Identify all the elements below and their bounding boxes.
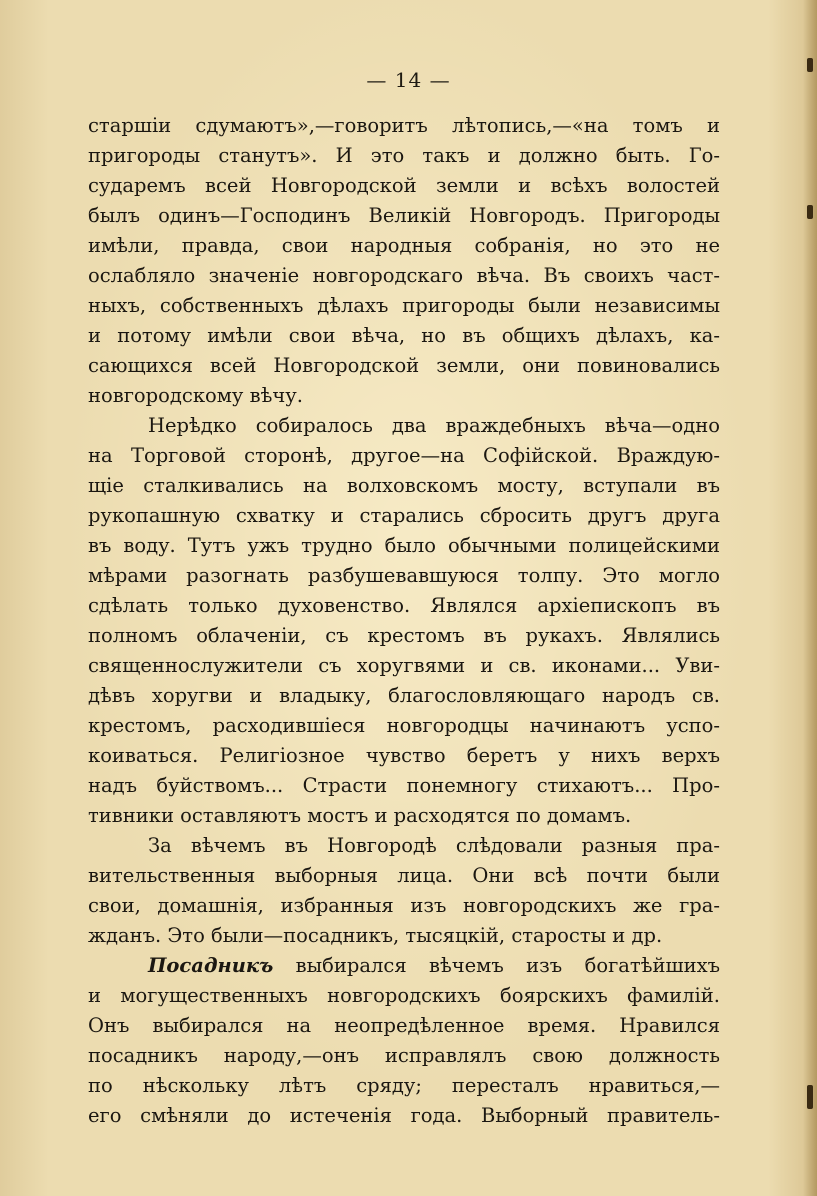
text-line: на Торговой сторонѣ, другое—на Софiйской. Враждую- <box>88 444 720 467</box>
edge-mark <box>807 1085 813 1109</box>
text-line: щiе сталкивались на волховскомъ мосту, вступали въ <box>88 474 720 497</box>
text-line-rest: выбирался вѣчемъ изъ богатѣйшихъ <box>273 954 720 977</box>
text-line: и потому имѣли свои вѣча, но въ общихъ дѣлахъ, ка- <box>88 324 720 347</box>
edge-mark <box>807 205 813 219</box>
text-line: мѣрами разогнать разбушевавшуюся толпу. Это могло <box>88 564 720 587</box>
body-text <box>88 111 720 1131</box>
text-line: надъ буйствомъ... Страсти понемногу стихаютъ... Про- <box>88 774 720 797</box>
text-line: сударемъ всей Новгородской земли и всѣхъ волостей <box>88 174 720 197</box>
paragraph <box>88 951 720 1131</box>
text-line: вительственныя выборныя лица. Они всѣ почти были <box>88 864 720 887</box>
text-line: свои, домашнiя, избранныя изъ новгородскихъ же гра- <box>88 894 720 917</box>
text-line: его смѣняли до истеченiя года. Выборный правитель- <box>88 1104 720 1127</box>
text-line: по нѣскольку лѣтъ сряду; пересталъ нравиться,— <box>88 1074 720 1097</box>
text-line: Нерѣдко собиралось два враждебныхъ вѣча—одно <box>148 414 720 437</box>
text-line: За вѣчемъ въ Новгородѣ слѣдовали разныя пра- <box>148 834 720 857</box>
text-line: ныхъ, собственныхъ дѣлахъ пригороды были независимы <box>88 294 720 317</box>
text-line: имѣли, правда, свои народныя собранiя, но это не <box>88 234 720 257</box>
text-line: священнослужители съ хоругвями и св. иконами... Уви- <box>88 654 720 677</box>
text-line: пригороды станутъ». И это такъ и должно быть. Го- <box>88 144 720 167</box>
paragraph <box>88 411 720 831</box>
text-line: жданъ. Это были—посадникъ, тысяцкiй, старосты и др. <box>88 924 663 947</box>
text-line: дѣвъ хоругви и владыку, благословляющаго народъ св. <box>88 684 720 707</box>
text-line: ослабляло значенiе новгородскаго вѣча. Въ своихъ част- <box>88 264 720 287</box>
term-posadnik: Посадникъ <box>148 954 274 977</box>
text-line: посадникъ народу,—онъ исправлялъ свою должность <box>88 1044 720 1067</box>
text-line: коиваться. Религiозное чувство беретъ у нихъ верхъ <box>88 744 720 767</box>
text-line: рукопашную схватку и старались сбросить другъ друга <box>88 504 720 527</box>
text-line: сдѣлать только духовенство. Являлся архiепископъ въ <box>88 594 720 617</box>
text-line <box>88 951 720 981</box>
text-line: въ воду. Тутъ ужъ трудно было обычными полицейскими <box>88 534 720 557</box>
text-line: Онъ выбирался на неопредѣленное время. Нравился <box>88 1014 720 1037</box>
paragraph <box>88 111 720 411</box>
paragraph <box>88 831 720 951</box>
text-line: старшiи сдумаютъ»,—говоритъ лѣтопись,—«на томъ и <box>88 114 720 137</box>
text-line: крестомъ, расходившiеся новгородцы начинаютъ успо- <box>88 714 720 737</box>
text-line: сающихся всей Новгородской земли, они повиновались <box>88 354 720 377</box>
text-line: полномъ облаченiи, съ крестомъ въ рукахъ. Являлись <box>88 624 720 647</box>
text-line: былъ одинъ—Господинъ Великiй Новгородъ. Пригороды <box>88 204 720 227</box>
text-line: и могущественныхъ новгородскихъ боярскихъ фамилiй. <box>88 984 720 1007</box>
text-line: тивники оставляютъ мостъ и расходятся по домамъ. <box>88 804 632 827</box>
page-edge-shadow <box>803 0 817 1196</box>
text-line: новгородскому вѣчу. <box>88 384 303 407</box>
page-number: — 14 — <box>366 68 451 92</box>
